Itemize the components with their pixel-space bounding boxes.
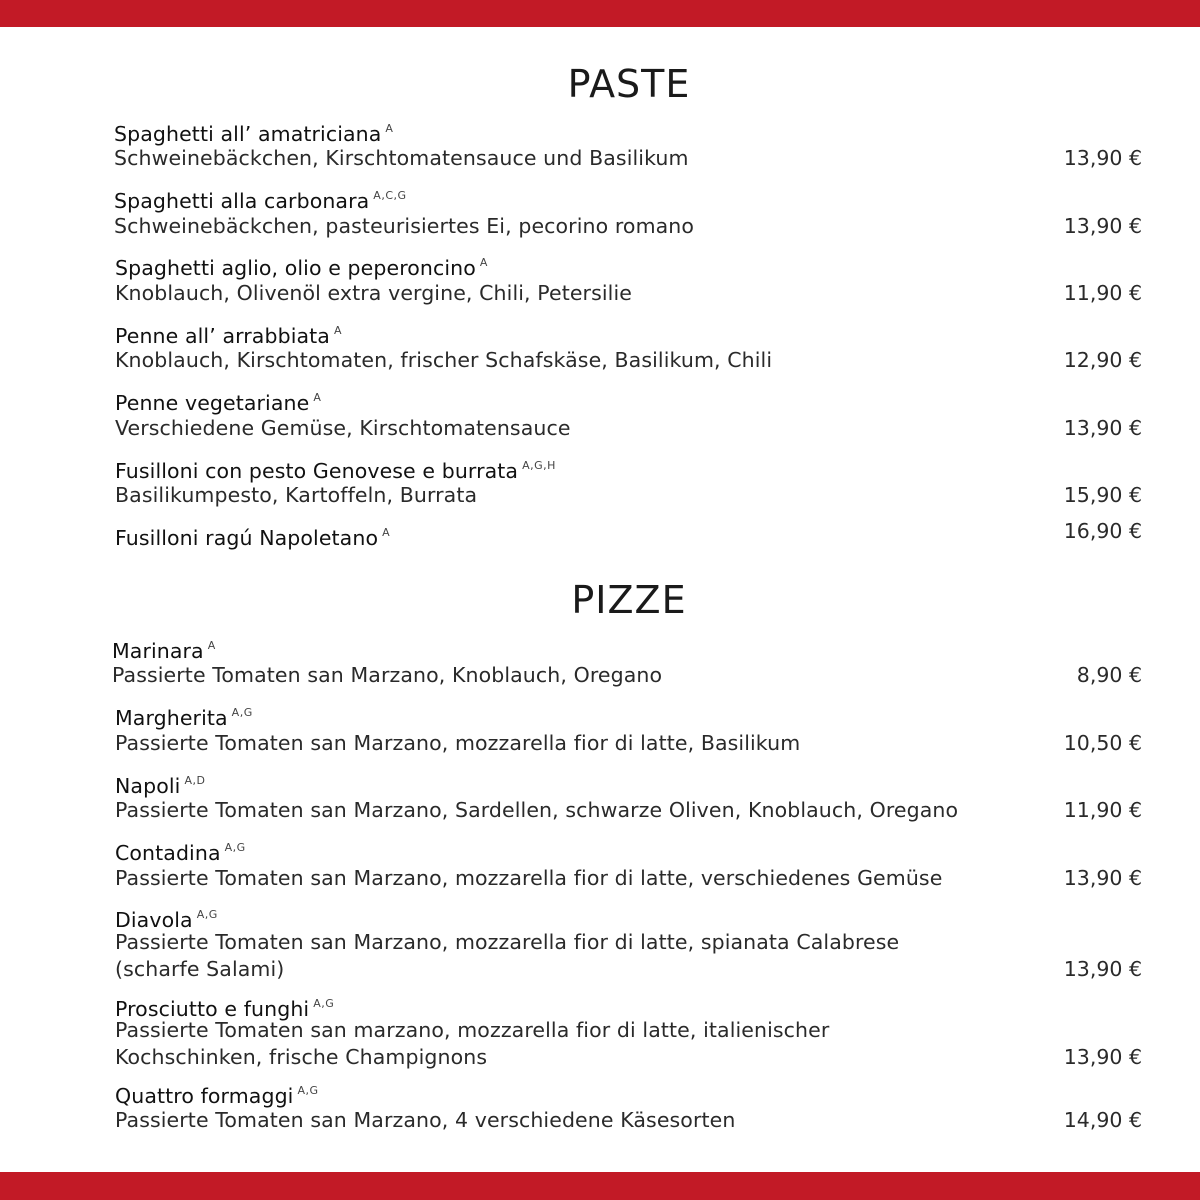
menu-item-name: Diavola	[115, 908, 193, 932]
allergen-codes: A,G	[297, 1084, 319, 1097]
menu-item-name: Napoli	[115, 774, 181, 798]
menu-item-description: (scharfe Salami)	[115, 957, 285, 981]
menu-item-name-line	[114, 116, 393, 147]
allergen-codes: A	[479, 256, 488, 269]
menu-item-name-line	[115, 385, 321, 416]
allergen-codes: A	[207, 639, 216, 652]
menu-item-price: 13,90 €	[1063, 1045, 1142, 1069]
menu-item-price: 8,90 €	[1076, 663, 1142, 687]
menu-item-name-line	[112, 633, 216, 664]
menu-item-name: Spaghetti alla carbonara	[114, 189, 370, 213]
menu-item-description: Kochschinken, frische Champignons	[115, 1045, 488, 1069]
menu-item-name: Quattro formaggi	[115, 1084, 294, 1108]
menu-item-description: Verschiedene Gemüse, Kirschtomatensauce	[115, 416, 571, 440]
menu-item-name: Prosciutto e funghi	[115, 997, 310, 1021]
menu-item-description: Passierte Tomaten san Marzano, Knoblauch, Oregano	[112, 663, 663, 687]
menu-item-price: 12,90 €	[1063, 348, 1142, 372]
menu-item-name-line	[115, 453, 556, 484]
menu-item-name: Penne all’ arrabbiata	[115, 324, 330, 348]
menu-item-description: Knoblauch, Kirschtomaten, frischer Schafskäse, Basilikum, Chili	[115, 348, 773, 372]
top-accent-bar	[0, 0, 1200, 27]
menu-item-price: 11,90 €	[1063, 798, 1142, 822]
menu-item-price: 10,50 €	[1063, 731, 1142, 755]
menu-item-price: 13,90 €	[1063, 957, 1142, 981]
menu-item-description: Passierte Tomaten san Marzano, mozzarella fior di latte, Basilikum	[115, 731, 801, 755]
section-title: PASTE	[567, 62, 691, 106]
menu-item-name: Contadina	[115, 841, 221, 865]
menu-item-description: Passierte Tomaten san Marzano, Sardellen, schwarze Oliven, Knoblauch, Oregano	[115, 798, 959, 822]
menu-item-description: Passierte Tomaten san marzano, mozzarella fior di latte, italienischer	[115, 1018, 830, 1042]
menu-item-description: Passierte Tomaten san Marzano, mozzarella fior di latte, verschiedenes Gemüse	[115, 866, 943, 890]
menu-item-price: 13,90 €	[1063, 866, 1142, 890]
menu-item-name: Fusilloni con pesto Genovese e burrata	[115, 459, 519, 483]
menu-item-name: Marinara	[112, 639, 204, 663]
menu-item-price: 15,90 €	[1063, 483, 1142, 507]
menu-item-name: Fusilloni ragú Napoletano	[115, 526, 379, 550]
menu-item-name-line	[115, 835, 246, 866]
menu-item-description: Schweinebäckchen, Kirschtomatensauce und Basilikum	[114, 146, 689, 170]
allergen-codes: A	[382, 526, 391, 539]
menu-item-description: Passierte Tomaten san Marzano, 4 verschiedene Käsesorten	[115, 1108, 736, 1132]
menu-item-description: Knoblauch, Olivenöl extra vergine, Chili, Petersilie	[115, 281, 632, 305]
menu-item-name-line	[115, 768, 205, 799]
allergen-codes: A,C,G	[373, 189, 407, 202]
allergen-codes: A	[333, 324, 342, 337]
menu-item-name-line	[115, 318, 342, 349]
menu-item-price: 13,90 €	[1063, 214, 1142, 238]
menu-item-name-line	[115, 520, 390, 551]
allergen-codes: A,G	[313, 997, 335, 1010]
menu-item-name-line	[114, 183, 407, 214]
allergen-codes: A,D	[184, 774, 206, 787]
allergen-codes: A,G	[231, 706, 253, 719]
menu-item-description: Passierte Tomaten san Marzano, mozzarella fior di latte, spianata Calabrese	[115, 930, 900, 954]
menu-item-name-line	[115, 700, 253, 731]
menu-item-price: 11,90 €	[1063, 281, 1142, 305]
menu-item-name: Spaghetti aglio, olio e peperoncino	[115, 256, 476, 280]
menu-item-name: Penne vegetariane	[115, 391, 310, 415]
allergen-codes: A,G,H	[522, 459, 556, 472]
menu-item-name: Margherita	[115, 706, 228, 730]
allergen-codes: A	[313, 391, 322, 404]
section-title: PIZZE	[571, 578, 687, 622]
menu-item-price: 16,90 €	[1063, 519, 1142, 543]
menu-item-description: Basilikumpesto, Kartoffeln, Burrata	[115, 483, 478, 507]
menu-item-description: Schweinebäckchen, pasteurisiertes Ei, pecorino romano	[114, 214, 695, 238]
menu-item-name-line	[115, 250, 488, 281]
menu-item-name-line	[115, 1078, 319, 1109]
menu-item-price: 13,90 €	[1063, 146, 1142, 170]
allergen-codes: A,G	[196, 908, 218, 921]
allergen-codes: A,G	[224, 841, 246, 854]
bottom-accent-bar	[0, 1172, 1200, 1200]
menu-item-price: 13,90 €	[1063, 416, 1142, 440]
menu-item-price: 14,90 €	[1063, 1108, 1142, 1132]
menu-item-name: Spaghetti all’ amatriciana	[114, 122, 382, 146]
allergen-codes: A	[385, 122, 394, 135]
